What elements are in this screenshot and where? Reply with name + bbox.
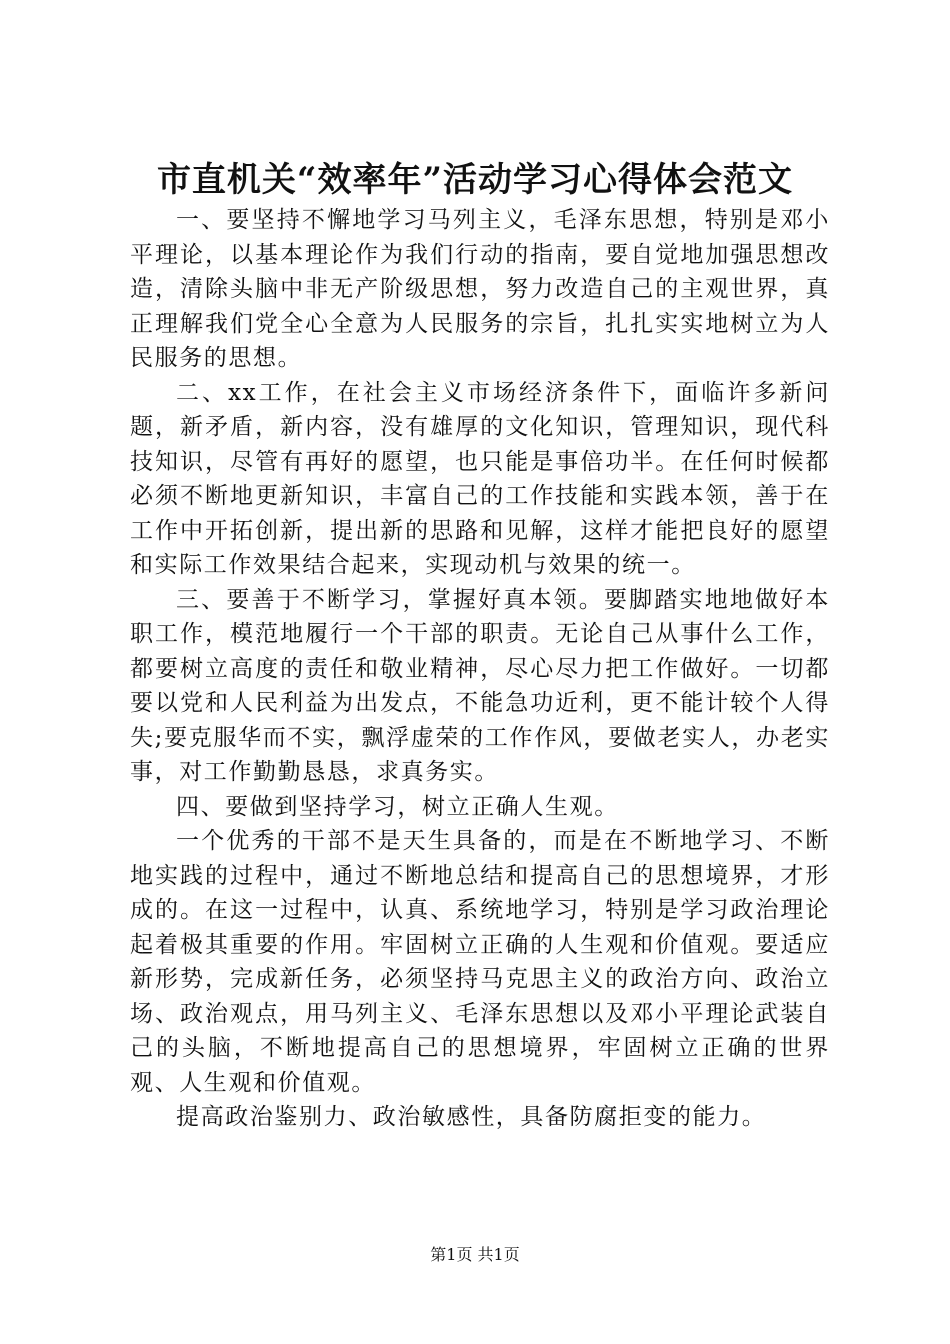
paragraph-4: 四、要做到坚持学习，树立正确人生观。 xyxy=(176,793,619,820)
paragraph-2: 二、xx工作，在社会主义市场经济条件下，面临许多新问题，新矛盾，新内容，没有雄厚的文化知识，管理知识，现代科技知识，尽管有再好的愿望，也只能是事倍功半。在任何时候都必须不断地更新知识，丰富自己的工作技能和实践本领，善于在工作中开拓创新，提出新的思路和见解，这样才能把良好的愿望和实际工作效果结合起来，实现动机与效果的统一。 xyxy=(130,379,830,578)
document-body xyxy=(130,203,830,1135)
document-title: 市直机关“效率年”活动学习心得体会范文 xyxy=(156,160,794,200)
paragraph-1: 一、要坚持不懈地学习马列主义，毛泽东思想，特别是邓小平理论，以基本理论作为我们行动的指南，要自觉地加强思想改造，清除头脑中非无产阶级思想，努力改造自己的主观世界，真正理解我们党全心全意为人民服务的宗旨，扎扎实实地树立为人民服务的思想。 xyxy=(130,207,830,371)
paragraph-3: 三、要善于不断学习，掌握好真本领。要脚踏实地地做好本职工作，模范地履行一个干部的职责。无论自己从事什么工作，都要树立高度的责任和敬业精神，尽心尽力把工作做好。一切都要以党和人民利益为出发点，不能急功近利，更不能计较个人得失;要克服华而不实，飘浮虚荣的工作作风，要做老实人，办老实事，对工作勤勤恳恳，求真务实。 xyxy=(130,586,830,785)
paragraph-6: 提高政治鉴别力、政治敏感性，具备防腐拒变的能力。 xyxy=(176,1104,767,1130)
page-number-footer: 第1页 共1页 xyxy=(430,1245,520,1264)
paragraph-5: 一个优秀的干部不是天生具备的，而是在不断地学习、不断地实践的过程中，通过不断地总结和提高自己的思想境界，才形成的。在这一过程中，认真、系统地学习，特别是学习政治理论起着极其重要的作用。牢固树立正确的人生观和价值观。要适应新形势，完成新任务，必须坚持马克思主义的政治方向、政治立场、政治观点，用马列主义、毛泽东思想以及邓小平理论武装自己的头脑，不断地提高自己的思想境界，牢固树立正确的世界观、人生观和价值观。 xyxy=(130,828,830,1096)
